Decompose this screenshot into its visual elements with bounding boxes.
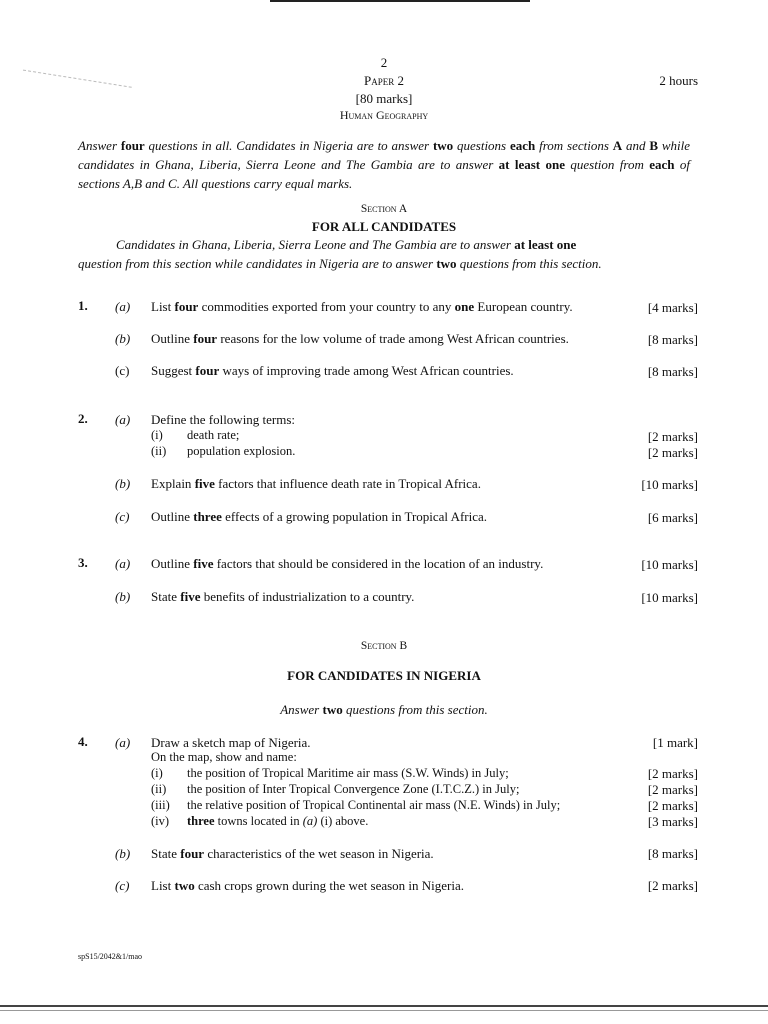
q2-part-c-marks: [6 marks]	[647, 510, 698, 525]
section-b-subtitle: FOR CANDIDATES IN NIGERIA	[287, 668, 481, 683]
bottom-rule-thin	[0, 1010, 768, 1011]
footer-code: spS15/2042&1/mao	[78, 952, 143, 961]
q2-part-b-text: Explain five factors that influence death rate in Tropical Africa.	[151, 476, 481, 491]
q4-a-iv-text: three towns located in (a) (i) above.	[187, 814, 369, 828]
q4-a-iv-label: (iv)	[151, 814, 170, 828]
subject-title: Human Geography	[339, 108, 429, 122]
paper-label: Paper 2	[364, 73, 404, 88]
q4-part-b-label: (b)	[115, 846, 131, 861]
q3-part-a-marks: [10 marks]	[641, 557, 698, 572]
q2-a-ii-text: population explosion.	[187, 444, 296, 458]
q2-a-i-label: (i)	[151, 428, 163, 442]
q4-a-iii-text: the relative position of Tropical Continental air mass (N.E. Winds) in July;	[187, 798, 561, 812]
question-3-number: 3.	[78, 555, 88, 570]
q2-part-c-text: Outline three effects of a growing population in Tropical Africa.	[151, 509, 488, 524]
duration: 2 hours	[659, 73, 698, 88]
q4-a-ii-label: (ii)	[151, 782, 167, 796]
section-a-title: Section A	[360, 203, 408, 215]
section-b-instructions: Answer two questions from this section.	[280, 702, 488, 717]
q2-part-c-label: (c)	[115, 509, 130, 524]
q1-part-c-label: (c)	[115, 363, 130, 378]
section-a-instructions: Candidates in Ghana, Liberia, Sierra Leone and The Gambia are to answer at least one question from this section while candidates in Nigeria are to answer two questions from this section.	[78, 237, 602, 271]
q4-part-a-label: (a)	[115, 735, 131, 750]
q2-a-i-marks: [2 marks]	[647, 429, 698, 444]
q1-part-a-text: List four commodities exported from your country to any one European country.	[151, 299, 573, 314]
q4-part-a-text2: On the map, show and name:	[151, 750, 297, 764]
section-a-subtitle: FOR ALL CANDIDATES	[311, 219, 457, 234]
q3-part-a-label: (a)	[115, 556, 131, 571]
q2-a-ii-marks: [2 marks]	[647, 445, 698, 460]
q2-part-b-label: (b)	[115, 476, 131, 491]
bottom-rule	[0, 1005, 768, 1007]
q4-a-ii-text: the position of Inter Tropical Convergence Zone (I.T.C.Z.) in July;	[187, 782, 520, 796]
q3-part-b-marks: [10 marks]	[641, 590, 698, 605]
section-b-title: Section B	[360, 640, 408, 652]
q4-part-b-marks: [8 marks]	[647, 846, 698, 861]
general-instructions: Answer four questions in all. Candidates in Nigeria are to answer two questions each from sections A and B while candidates in Ghana, Liberia, Sierra Leone and The Gambia are to answer at least one question from each of sections A,B and C. All questions carry equal marks.	[78, 138, 691, 191]
question-1-number: 1.	[78, 298, 88, 313]
q4-a-i-label: (i)	[151, 766, 163, 780]
total-marks: [80 marks]	[355, 91, 413, 106]
q2-part-a-label: (a)	[115, 412, 131, 427]
q2-part-a-text: Define the following terms:	[151, 412, 296, 427]
q4-part-c-label: (c)	[115, 878, 130, 893]
q4-a-iii-label: (iii)	[151, 798, 170, 812]
q1-part-b-marks: [8 marks]	[647, 332, 698, 347]
q1-part-b-label: (b)	[115, 331, 131, 346]
q2-part-b-marks: [10 marks]	[641, 477, 698, 492]
q1-part-c-text: Suggest four ways of improving trade among West African countries.	[151, 363, 514, 378]
page-number: 2	[380, 55, 388, 70]
q4-a-iii-marks: [2 marks]	[647, 798, 698, 813]
question-4-number: 4.	[78, 734, 88, 749]
q4-a-i-text: the position of Tropical Maritime air mass (S.W. Winds) in July;	[187, 766, 509, 780]
q1-part-a-label: (a)	[115, 299, 131, 314]
q3-part-b-text: State five benefits of industrialization to a country.	[151, 589, 415, 604]
q4-part-a-text: Draw a sketch map of Nigeria.	[151, 735, 311, 750]
q4-part-c-text: List two cash crops grown during the wet season in Nigeria.	[151, 878, 465, 893]
q2-a-ii-label: (ii)	[151, 444, 167, 458]
q1-part-b-text: Outline four reasons for the low volume of trade among West African countries.	[151, 331, 569, 346]
q4-part-a-marks: [1 mark]	[652, 735, 698, 750]
q3-part-b-label: (b)	[115, 589, 131, 604]
q1-part-c-marks: [8 marks]	[647, 364, 698, 379]
top-rule	[270, 0, 530, 2]
q4-part-c-marks: [2 marks]	[647, 878, 698, 893]
q2-a-i-text: death rate;	[187, 428, 240, 442]
question-2-number: 2.	[78, 411, 88, 426]
q4-a-iv-marks: [3 marks]	[647, 814, 698, 829]
q4-part-b-text: State four characteristics of the wet season in Nigeria.	[151, 846, 434, 861]
q3-part-a-text: Outline five factors that should be considered in the location of an industry.	[151, 556, 544, 571]
q4-a-ii-marks: [2 marks]	[647, 782, 698, 797]
q4-a-i-marks: [2 marks]	[647, 766, 698, 781]
q1-part-a-marks: [4 marks]	[647, 300, 698, 315]
